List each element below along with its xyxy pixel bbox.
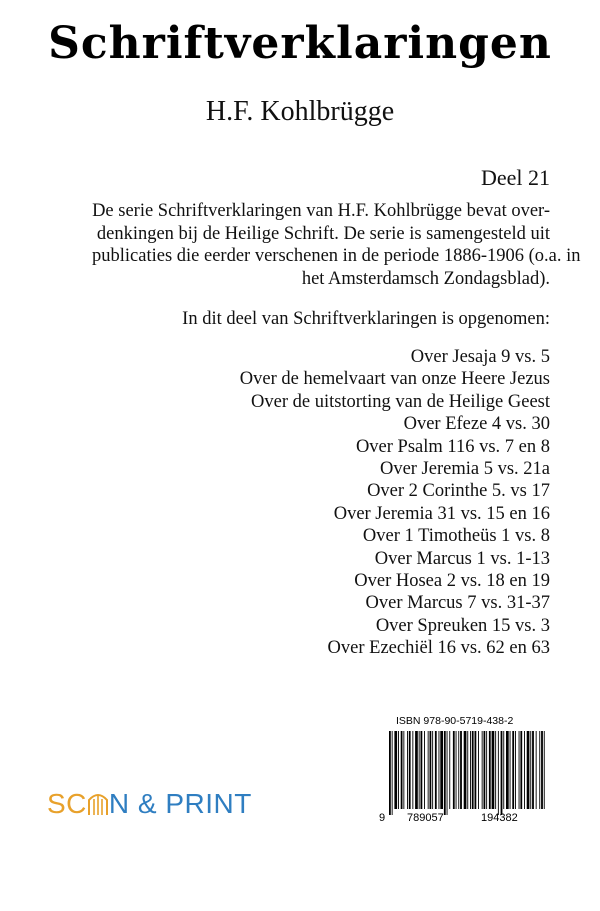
contents-item: Over Jeremia 5 vs. 21a [379, 459, 550, 480]
isbn-label: ISBN 978-90-5719-438-2 [396, 715, 514, 727]
author-name: H.F. Kohlbrügge [205, 96, 395, 127]
contents-item: Over Psalm 116 vs. 7 en 8 [355, 436, 550, 457]
barcode-bar [470, 731, 471, 809]
logo-text-part2: N & PRINT [108, 788, 252, 819]
contents-item: Over Marcus 7 vs. 31-37 [365, 593, 550, 614]
contents-item: Over Jesaja 9 vs. 5 [410, 347, 550, 367]
contents-item: Over de hemelvaart van onze Heere Jezus [239, 369, 550, 390]
contents-heading: In dit deel van Schriftverklaringen is opgenomen: [182, 309, 550, 329]
barcode-bar [467, 731, 468, 809]
barcode-bar [453, 731, 455, 809]
publisher-logo [47, 788, 252, 823]
barcode-bar [503, 731, 504, 809]
barcode-bar [527, 731, 530, 809]
barcode-bar [432, 731, 433, 809]
barcode-bar [506, 731, 509, 809]
barcode-digit-first: 9 [379, 812, 386, 824]
barcode-bar [524, 731, 525, 809]
isbn-barcode [377, 713, 551, 833]
barcode-digits-right: 194382 [481, 812, 518, 824]
barcode-bar [458, 731, 459, 809]
barcode-bar [495, 731, 496, 809]
barcode-bar [478, 731, 479, 809]
barcode-bar [444, 731, 446, 815]
barcode-bar [520, 731, 522, 809]
barcode-bar [424, 731, 425, 809]
barcode-bar [492, 731, 495, 809]
contents-item: Over Marcus 1 vs. 1-13 [374, 548, 550, 569]
barcode-bar [428, 731, 429, 809]
barcode-bar [435, 731, 437, 809]
barcode-bar [421, 731, 423, 809]
barcode-bar [536, 731, 537, 809]
barcode-bar [510, 731, 511, 809]
barcode-bar [419, 731, 420, 809]
barcode-bar [482, 731, 483, 809]
barcode-bars [377, 731, 551, 815]
barcode-bar [403, 731, 404, 809]
barcode-bar [460, 731, 462, 809]
barcode-bar [412, 731, 413, 809]
barcode-digits-left: 789057 [407, 812, 444, 824]
barcode-bar [389, 731, 391, 815]
barcode-bar [501, 731, 503, 815]
barcode-bar [407, 731, 408, 809]
barcode-bar [449, 731, 450, 809]
barcode-bar [475, 731, 477, 809]
barcode-bar [486, 731, 487, 809]
contents-item: Over 2 Corinthe 5. vs 17 [367, 481, 550, 502]
barcode-bar [498, 731, 499, 815]
barcode-bar [519, 731, 520, 809]
description-line: denkingen bij de Heilige Schrift. De serie is samengesteld uit [96, 223, 550, 244]
barcode-bar [456, 731, 457, 809]
volume-label: Deel 21 [480, 165, 550, 190]
contents-item: Over Ezechiël 16 vs. 62 en 63 [327, 638, 550, 659]
contents-list [150, 346, 550, 660]
barcode-bar [392, 731, 393, 815]
barcode-bar [440, 731, 443, 809]
description-line: publicaties die eerder verschenen in de periode 1886-1906 (o.a. in [92, 246, 581, 266]
barcode-bar [515, 731, 516, 809]
contents-item: Over Jeremia 31 vs. 15 en 16 [333, 503, 550, 524]
contents-item: Over Efeze 4 vs. 30 [403, 414, 550, 435]
series-description [92, 200, 581, 290]
barcode-bar [512, 731, 514, 809]
barcode-bar [401, 731, 403, 809]
book-title: Schriftverklaringen [48, 18, 552, 69]
barcode-bar [544, 731, 545, 809]
barcode-bar [439, 731, 440, 809]
contents-item: Over 1 Timotheüs 1 vs. 8 [362, 526, 550, 547]
pillar-icon [87, 790, 109, 823]
contents-item: Over de uitstorting van de Heilige Geest [251, 391, 550, 412]
barcode-bar [398, 731, 399, 809]
barcode-bar [532, 731, 534, 809]
barcode-bar [394, 731, 397, 809]
barcode-bar [430, 731, 432, 809]
logo-text-part1: SC [47, 788, 87, 819]
barcode-bar [484, 731, 486, 809]
barcode-bar [472, 731, 474, 809]
barcode-bar [409, 731, 411, 809]
barcode-bar [415, 731, 418, 809]
barcode-bar [539, 731, 540, 809]
barcode-bar [447, 731, 448, 815]
barcode-bar [489, 731, 491, 809]
contents-item: Over Hosea 2 vs. 18 en 19 [354, 571, 550, 592]
barcode-bar [530, 731, 531, 809]
barcode-bar [464, 731, 467, 809]
barcode-bar [541, 731, 543, 809]
description-line: het Amsterdamsch Zondagsblad). [301, 268, 550, 289]
description-line: De serie Schriftverklaringen van H.F. Kohlbrügge bevat over- [92, 201, 550, 221]
contents-item: Over Spreuken 15 vs. 3 [375, 615, 550, 636]
